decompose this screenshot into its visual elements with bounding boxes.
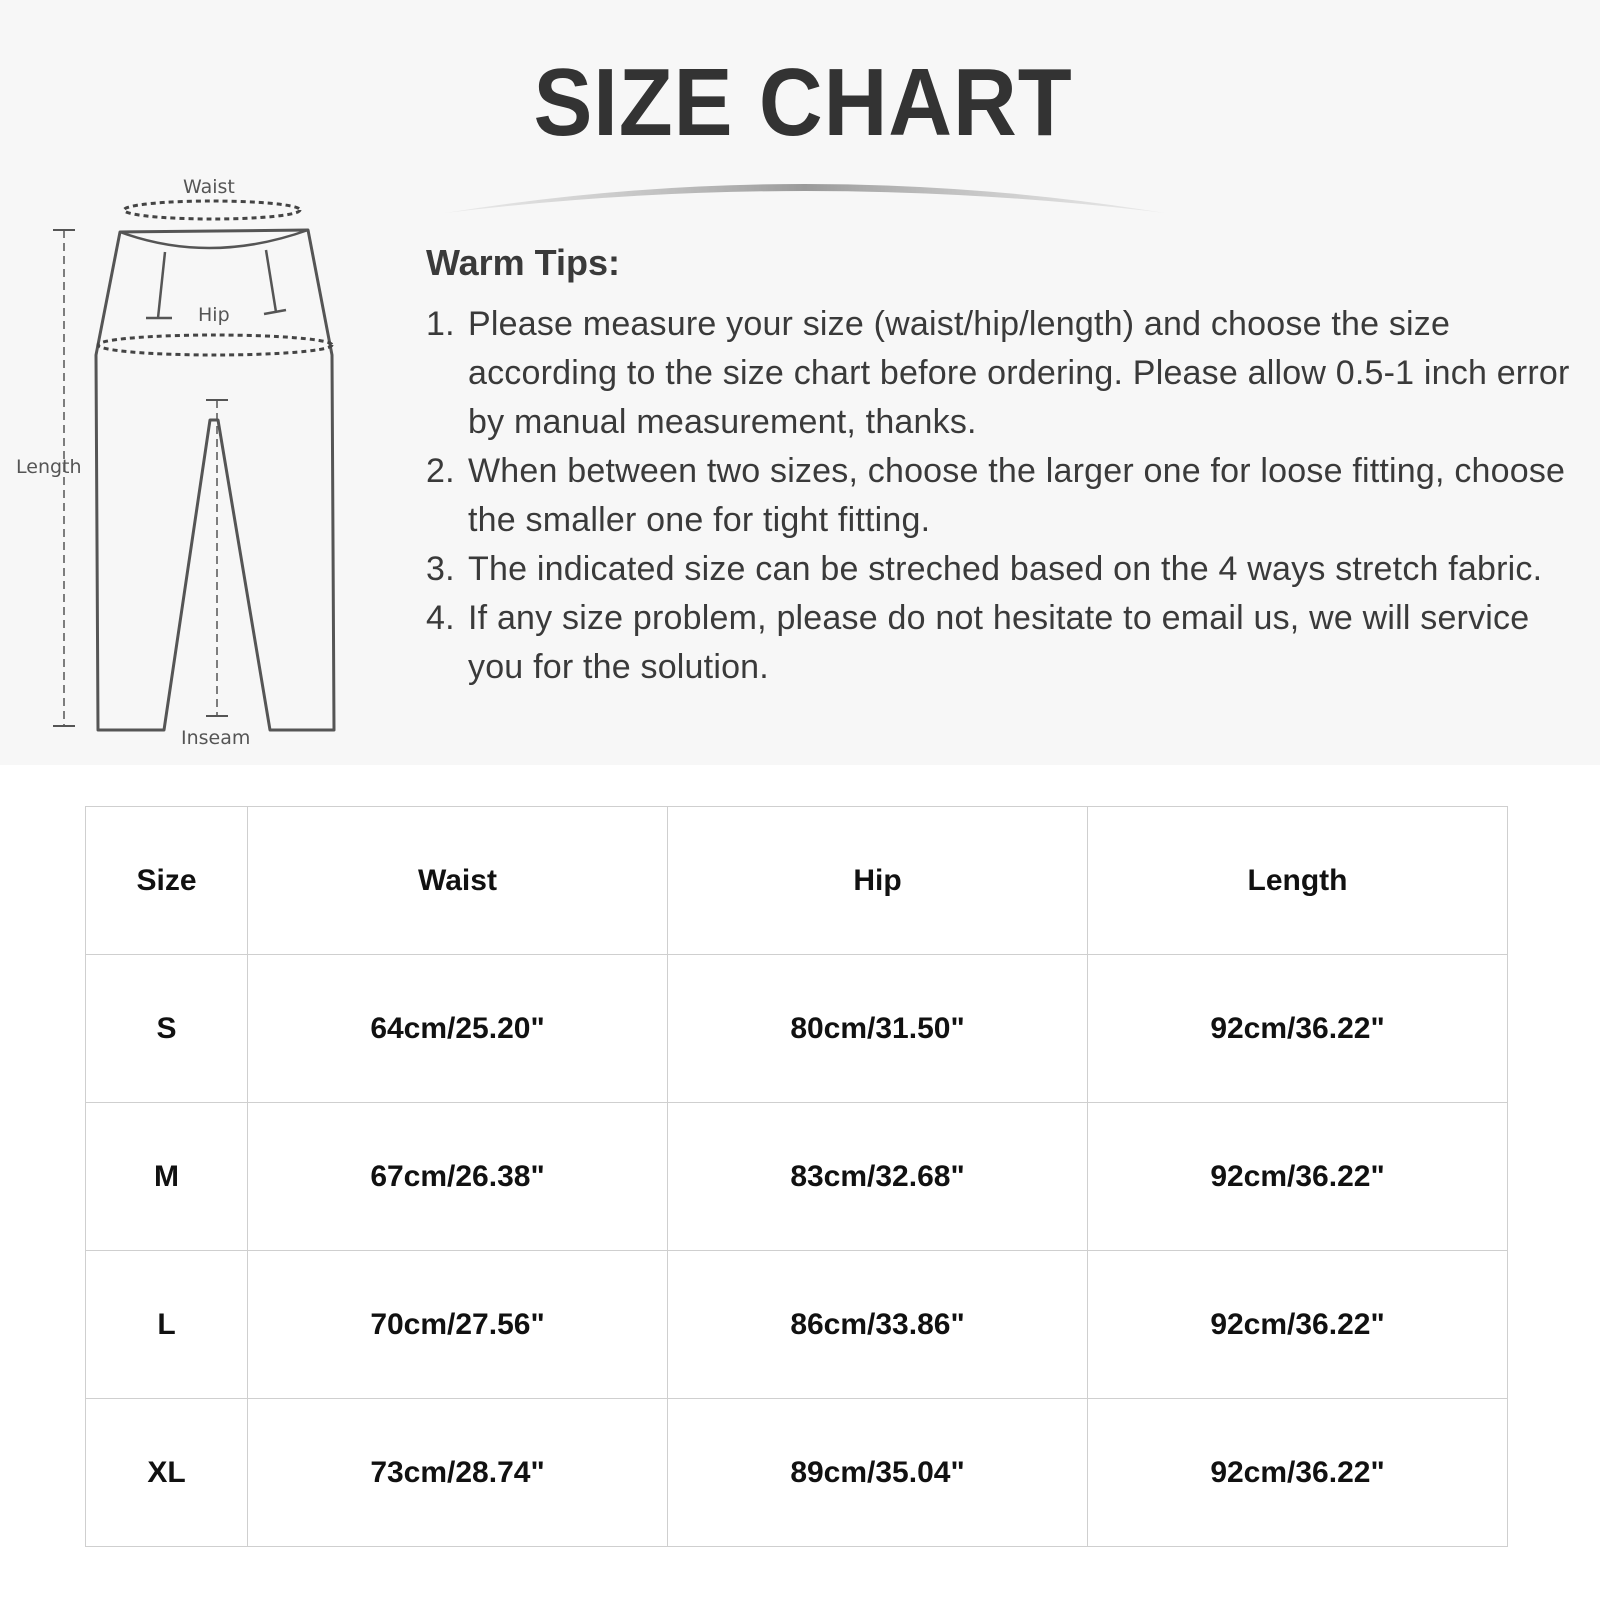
diagram-label-waist: Waist <box>183 176 235 198</box>
cell-waist: 64cm/25.20" <box>248 955 668 1103</box>
cell-hip: 83cm/32.68" <box>668 1103 1088 1251</box>
pants-measurement-diagram <box>0 170 380 770</box>
diagram-label-hip: Hip <box>198 304 230 326</box>
tip-text: When between two sizes, choose the larger one for loose fitting, choose the smaller one for tight fitting. <box>468 452 1566 539</box>
cell-hip: 86cm/33.86" <box>668 1251 1088 1399</box>
cell-size: M <box>86 1103 248 1251</box>
table-row <box>86 1399 1508 1547</box>
cell-length: 92cm/36.22" <box>1088 1103 1508 1251</box>
table-header-row <box>86 807 1508 955</box>
tip-item-4 <box>426 594 1576 692</box>
cell-waist: 70cm/27.56" <box>248 1251 668 1399</box>
tip-text: The indicated size can be streched based on the 4 ways stretch fabric. <box>468 550 1543 588</box>
tip-number: 4. <box>426 599 455 637</box>
cell-hip: 80cm/31.50" <box>668 955 1088 1103</box>
cell-hip: 89cm/35.04" <box>668 1399 1088 1547</box>
table-row <box>86 955 1508 1103</box>
column-header-size: Size <box>86 807 248 955</box>
title-underline-swoosh <box>440 165 1170 225</box>
tip-number: 3. <box>426 550 455 588</box>
cell-waist: 67cm/26.38" <box>248 1103 668 1251</box>
diagram-label-length: Length <box>16 456 82 478</box>
column-header-waist: Waist <box>248 807 668 955</box>
cell-length: 92cm/36.22" <box>1088 955 1508 1103</box>
tip-item-2 <box>426 447 1576 545</box>
warm-tips-heading: Warm Tips: <box>426 242 621 283</box>
tip-item-3 <box>426 545 1576 594</box>
cell-length: 92cm/36.22" <box>1088 1399 1508 1547</box>
warm-tips-list <box>426 300 1576 692</box>
cell-size: XL <box>86 1399 248 1547</box>
column-header-hip: Hip <box>668 807 1088 955</box>
tip-text: If any size problem, please do not hesitate to email us, we will service you for the solution. <box>468 599 1530 686</box>
tip-number: 1. <box>426 305 455 343</box>
page-title: SIZE CHART <box>533 49 1073 156</box>
tip-number: 2. <box>426 452 455 490</box>
tip-item-1 <box>426 300 1576 447</box>
cell-length: 92cm/36.22" <box>1088 1251 1508 1399</box>
column-header-length: Length <box>1088 807 1508 955</box>
diagram-label-inseam: Inseam <box>181 727 251 749</box>
size-table <box>85 806 1508 1547</box>
cell-waist: 73cm/28.74" <box>248 1399 668 1547</box>
warm-tips <box>426 242 1576 692</box>
top-panel <box>0 0 1600 765</box>
cell-size: L <box>86 1251 248 1399</box>
table-row <box>86 1251 1508 1399</box>
cell-size: S <box>86 955 248 1103</box>
table-row <box>86 1103 1508 1251</box>
tip-text: Please measure your size (waist/hip/length) and choose the size according to the size chart before ordering. Please allow 0.5-1 inch error by manual measurement, thanks. <box>468 305 1570 441</box>
